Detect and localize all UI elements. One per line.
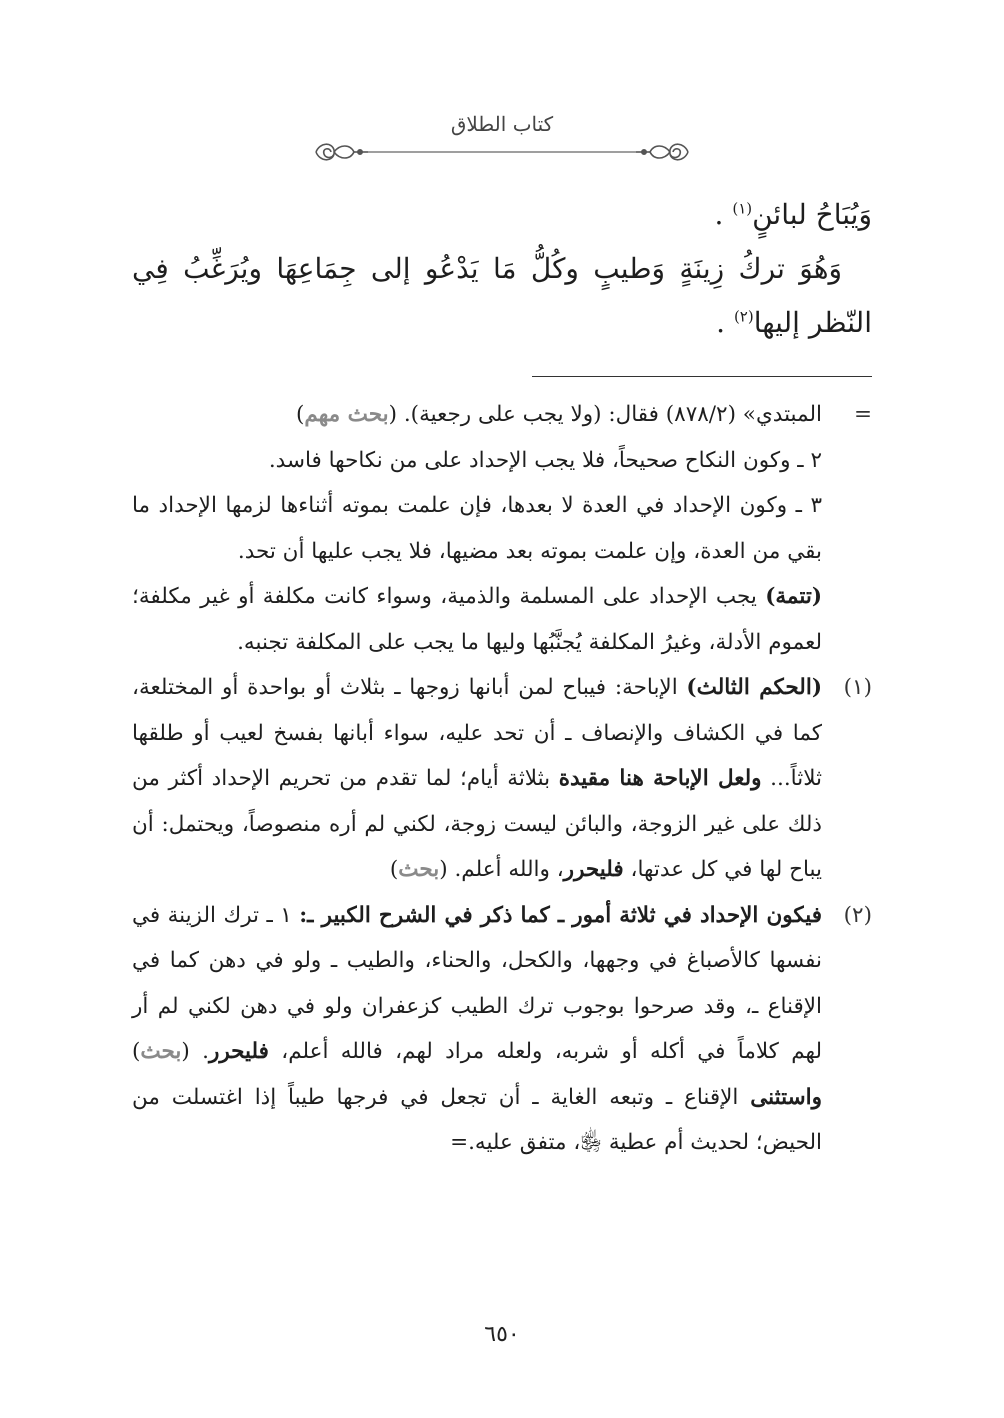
continuation-para-1 [132,392,822,438]
research-tag: بحث [140,1039,182,1064]
continuation-marker: = [853,402,872,427]
footnote-2-marker: (٢) [843,902,872,928]
footnote-1-emphasis: فليحرر [563,857,624,882]
footnote-2-text [132,893,822,1166]
footnote-1-body: ، والله أعلم. ( [439,857,564,882]
research-tag: بحث مهم [304,402,389,427]
footnote-1-body: بثلاثة أيام؛ لما تقدم من تحريم الإحداد أكثر من ذلك على غير الزوجة، والبائن ليست زوجة، لكني لم أره منصوصاً، ويحتمل: أن يباح لها في كل عدتها، [132,766,822,882]
footnote-ref-2: (٢) [733,307,754,326]
main-line-2-end: . [716,306,734,339]
footnote-1-body: الإباحة: فيباح لمن أبانها زوجها ـ بثلاث أو بواحدة أو المختلعة، كما في الكشاف والإنصاف ـ أن تحد عليه، سواء أبانها بفسخ لعيب أو طلقها ثلاثاً... [132,675,823,791]
main-line-1-text: وَيُبَاحُ لبائنٍ [752,198,872,231]
footnote-divider [532,376,872,377]
continuation-text: ) [296,402,305,427]
page-number: ٦٥٠ [484,1322,520,1347]
footnote-2-emphasis: فليحرر [208,1039,269,1064]
main-line-2 [132,242,872,350]
supplement-label: (تتمة) [765,584,822,609]
main-line-2-text: وَهُوَ تركُ زِينَةٍ وَطيبٍ وكُلُّ مَا يَدْعُو إلى جِمَاعِهَا ويُرَغِّبُ فِي النّظر إليها [132,252,872,339]
footnote-ref-1: (١) [732,199,753,218]
footnote-2-body: الإقناع ـ وتبعه الغاية ـ أن تجعل في فرجها طيباً إذا اغتسلت من الحيض؛ لحديث أم عطية ﵂، متفق عليه.= [132,1084,822,1155]
continuation-text: المبتدي» (٨٧٨/٢) فقال: (ولا يجب على رجعية). ( [388,402,822,427]
main-line-1-end: . [714,198,733,231]
footnote-2 [132,893,872,1166]
footnote-2-body: ١ ـ ترك الزينة في نفسها كالأصباغ في وجهها، والكحل، والحناء، والطيب ـ ولو في دهن كما في الإقناع ـ، وقد صرحوا بوجوب ترك الطيب كزعفران ولو في دهن لكني لم أر لهم كلاماً في أكله أو شربه، ولعله مراد لهم، فالله أعلم، [132,902,822,1064]
footnote-1-heading: (الحكم الثالث) [686,675,822,700]
footnote-2-body: . ( [181,1039,209,1064]
continuation-para-3: ٣ ـ وكون الإحداد في العدة لا بعدها، فإن علمت بموته أثناءها لزمها الإحداد ما بقي من العدة، وإن علمت بموته بعد مضيها، فلا يجب عليها أن تحد. [132,493,822,564]
continuation-para-2: ٢ ـ وكون النكاح صحيحاً، فلا يجب الإحداد على من نكاحها فاسد. [268,447,822,473]
header-ornament [310,138,694,166]
footnote-2-heading: فيكون الإحداد في ثلاثة أمور ـ كما ذكر في الشرح الكبير ـ: [299,902,822,928]
running-header-title: كتاب الطلاق [450,112,554,136]
footnote-1-marker: (١) [843,675,872,700]
footnote-2-emphasis: واستثنى [750,1084,822,1110]
footnote-1 [132,665,872,893]
footnote-continuation [132,392,872,665]
footnote-2-body: ) [132,1039,141,1064]
main-line-1 [132,188,872,242]
footnote-1-text [132,665,822,893]
continuation-para-4 [132,574,822,665]
supplement-text: يجب الإحداد على المسلمة والذمية، وسواء كانت مكلفة أو غير مكلفة؛ لعموم الأدلة، وغيرُ المكلفة يُجنَّبُها وليها ما يجب على المكلفة تجنبه. [132,584,822,655]
main-text [132,188,872,350]
research-tag: بحث [398,857,440,882]
footnote-1-emphasis: ولعل الإباحة هنا مقيدة [558,766,762,791]
footnote-1-body: ) [389,857,399,882]
footnotes [132,392,872,1166]
